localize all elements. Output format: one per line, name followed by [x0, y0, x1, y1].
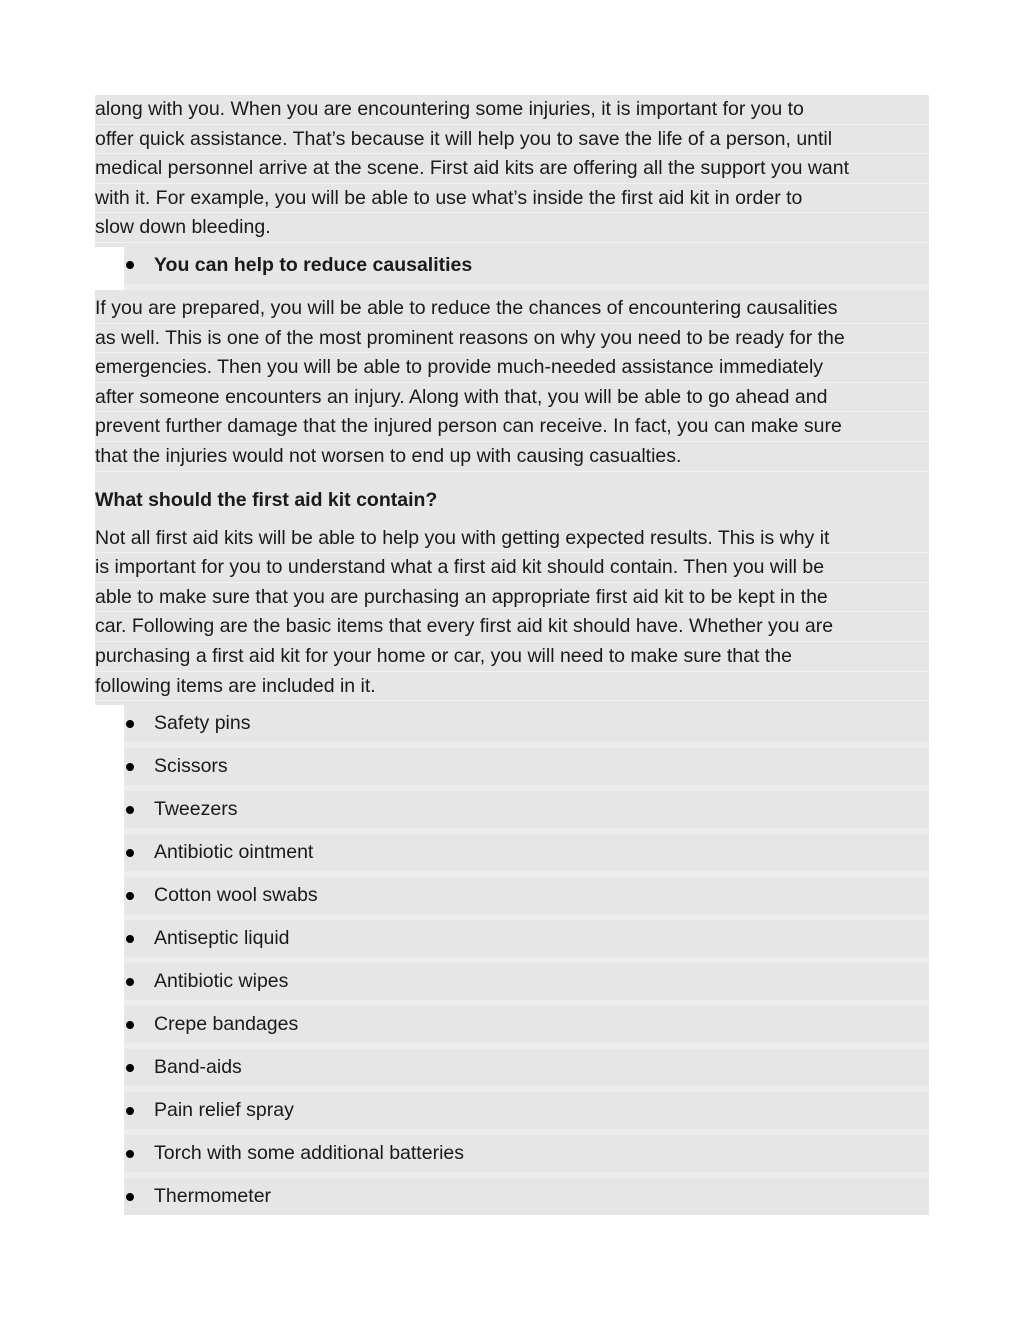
bullet-icon — [126, 720, 134, 728]
text-line: after someone encounters an injury. Along with that, you will be able to go ahead and — [95, 383, 929, 413]
subheading-bullet — [124, 247, 929, 290]
text-line: along with you. When you are encountering some injuries, it is important for you to — [95, 95, 929, 125]
bullet-icon — [126, 1021, 134, 1029]
bullet-icon — [126, 935, 134, 943]
list-item — [124, 1135, 929, 1178]
page-content — [95, 95, 929, 1215]
subheading-text: You can help to reduce causalities — [154, 253, 473, 276]
list-item — [124, 1092, 929, 1135]
text-line: as well. This is one of the most prominent reasons on why you need to be ready for the — [95, 324, 929, 354]
text-line: prevent further damage that the injured person can receive. In fact, you can make sure — [95, 412, 929, 442]
text-line: car. Following are the basic items that every first aid kit should have. Whether you are — [95, 612, 929, 642]
text-line: Not all first aid kits will be able to help you with getting expected results. This is why it — [95, 524, 929, 554]
list-item-label: Scissors — [154, 755, 228, 778]
list-item — [124, 1178, 929, 1215]
bullet-icon — [126, 849, 134, 857]
bullet-icon — [126, 1150, 134, 1158]
list-item-label: Tweezers — [154, 798, 238, 821]
text-line: with it. For example, you will be able to use what’s inside the first aid kit in order to — [95, 184, 929, 214]
list-item — [124, 705, 929, 748]
list-item — [124, 920, 929, 963]
text-line: emergencies. Then you will be able to provide much-needed assistance immediately — [95, 353, 929, 383]
section-heading: What should the first aid kit contain? — [95, 476, 929, 520]
list-item-label: Crepe bandages — [154, 1013, 299, 1036]
text-line: slow down bleeding. — [95, 213, 929, 243]
list-item — [124, 1006, 929, 1049]
paragraph-casualties — [95, 290, 929, 476]
bullet-icon — [126, 806, 134, 814]
list-item-label: Cotton wool swabs — [154, 884, 318, 907]
list-item-label: Safety pins — [154, 712, 251, 735]
list-item — [124, 791, 929, 834]
bullet-icon — [126, 1107, 134, 1115]
bullet-icon — [126, 978, 134, 986]
list-item-label: Torch with some additional batteries — [154, 1142, 464, 1165]
list-item-label: Antibiotic ointment — [154, 841, 314, 864]
text-line: able to make sure that you are purchasing an appropriate first aid kit to be kept in the — [95, 583, 929, 613]
kit-items-list — [95, 705, 929, 1215]
list-item-label: Band-aids — [154, 1056, 242, 1079]
text-line: If you are prepared, you will be able to reduce the chances of encountering causalities — [95, 294, 929, 324]
list-item-label: Thermometer — [154, 1185, 272, 1208]
paragraph-intro — [95, 95, 929, 247]
text-line: purchasing a first aid kit for your home or car, you will need to make sure that the — [95, 642, 929, 672]
list-item — [124, 834, 929, 877]
bullet-icon — [126, 763, 134, 771]
list-item — [124, 877, 929, 920]
list-item-label: Pain relief spray — [154, 1099, 294, 1122]
bullet-icon — [126, 892, 134, 900]
list-item-label: Antibiotic wipes — [154, 970, 289, 993]
bullet-icon — [126, 1064, 134, 1072]
text-line: is important for you to understand what a first aid kit should contain. Then you will be — [95, 553, 929, 583]
text-line: following items are included in it. — [95, 672, 929, 702]
text-line: medical personnel arrive at the scene. First aid kits are offering all the support you want — [95, 154, 929, 184]
list-item-label: Antiseptic liquid — [154, 927, 290, 950]
paragraph-kit-contents — [95, 520, 929, 706]
bullet-icon — [126, 261, 134, 269]
list-item — [124, 748, 929, 791]
text-line: offer quick assistance. That’s because it will help you to save the life of a person, until — [95, 125, 929, 155]
text-line: that the injuries would not worsen to end up with causing casualties. — [95, 442, 929, 472]
list-item — [124, 1049, 929, 1092]
list-item — [124, 963, 929, 1006]
bullet-icon — [126, 1193, 134, 1201]
